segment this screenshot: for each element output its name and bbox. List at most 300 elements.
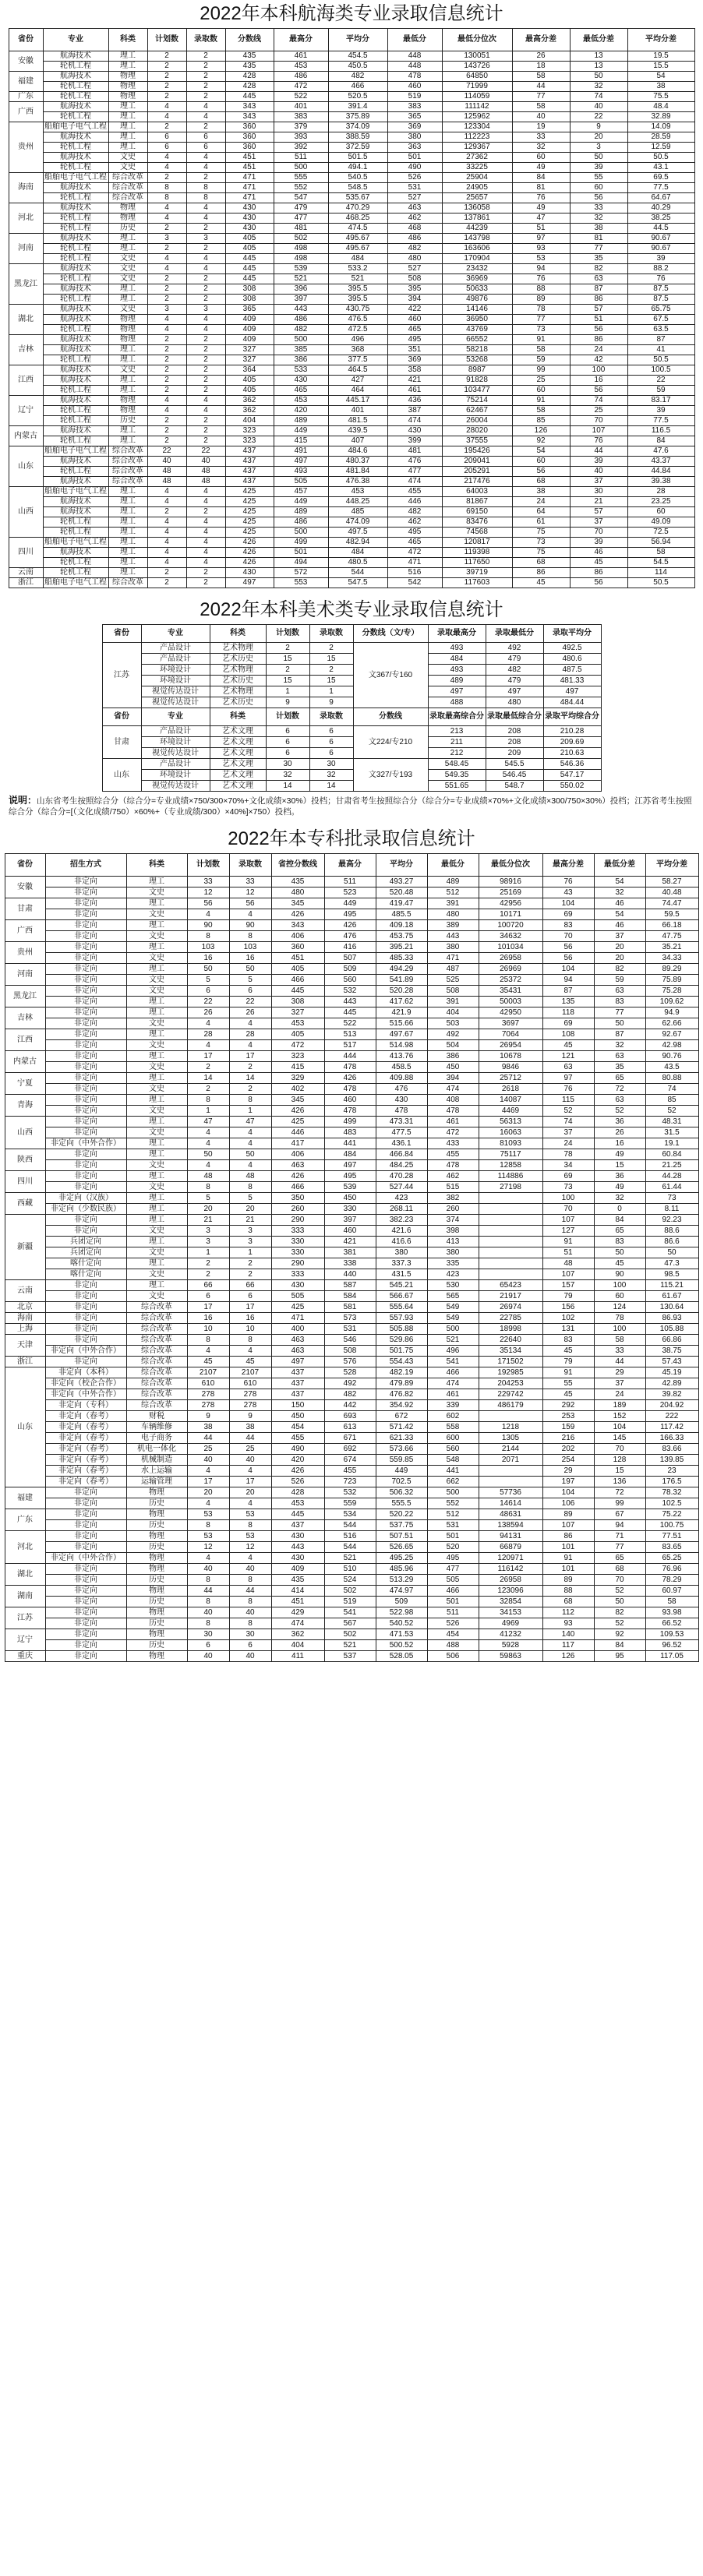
table-cell: 104 <box>594 1422 645 1433</box>
table-cell: 14.09 <box>627 122 694 132</box>
table-cell: 83.66 <box>645 1444 698 1455</box>
table-cell: 非定向（中外合作） <box>45 1346 126 1357</box>
table-cell: 2 <box>186 72 225 82</box>
table-cell: 369 <box>387 355 442 365</box>
table-cell: 轮机工程 <box>43 355 108 365</box>
table-cell: 546.45 <box>486 770 543 781</box>
header-cell: 最低分位次 <box>479 854 542 877</box>
table-cell: 12 <box>187 1542 229 1553</box>
table-cell: 443 <box>324 997 376 1007</box>
table-cell: 87 <box>594 1029 645 1040</box>
table-cell: 艺术物理 <box>210 643 266 654</box>
table-cell: 425 <box>225 507 274 517</box>
table-cell: 83 <box>594 997 645 1007</box>
table-row <box>5 1160 698 1171</box>
table-cell: 102 <box>542 1313 594 1324</box>
table-cell: 490 <box>271 1444 324 1455</box>
table-cell: 433 <box>427 1138 479 1149</box>
table-cell: 437 <box>271 1367 324 1378</box>
table-cell: 547 <box>274 193 328 203</box>
table-cell: 62.66 <box>645 1018 698 1029</box>
table-cell: 45.19 <box>645 1367 698 1378</box>
table-cell: 398 <box>427 1226 479 1237</box>
table-cell <box>479 1237 542 1247</box>
table-cell: 525 <box>427 975 479 986</box>
table-cell: 37 <box>594 1378 645 1389</box>
table-cell: 56 <box>229 898 271 909</box>
table-cell: 442 <box>324 1400 376 1411</box>
header-cell: 最低分差 <box>594 854 645 877</box>
table-cell: 非定向 <box>45 1597 126 1607</box>
table-cell: 8 <box>187 1095 229 1106</box>
table-cell: 非定向（中外合作） <box>45 1553 126 1564</box>
table-row <box>5 942 698 953</box>
table-cell: 406 <box>271 1149 324 1160</box>
table-cell: 417 <box>271 1138 324 1149</box>
header-cell: 分数线 <box>353 708 428 726</box>
table-cell: 非定向 <box>45 1062 126 1073</box>
table-cell: 383 <box>274 112 328 122</box>
table-cell: 非定向 <box>45 1531 126 1542</box>
table-cell: 362 <box>271 1629 324 1640</box>
table-cell: 52 <box>542 1106 594 1117</box>
table-cell: 产品设计 <box>141 726 210 737</box>
table-cell: 70 <box>570 528 627 538</box>
general-section <box>0 825 703 1662</box>
table-cell: 468 <box>387 224 442 234</box>
table-cell: 非定向 <box>45 997 126 1007</box>
table-cell: 6 <box>309 737 353 748</box>
table-cell: 86 <box>512 568 570 578</box>
table-row <box>5 1357 698 1367</box>
table-cell: 485.33 <box>376 953 427 964</box>
table-cell: 107 <box>542 1520 594 1531</box>
table-cell: 484 <box>324 1149 376 1160</box>
table-row <box>9 325 694 335</box>
table-cell: 474 <box>387 477 442 487</box>
table-cell: 209 <box>486 748 543 759</box>
table-cell: 374.09 <box>328 122 387 132</box>
table-cell: 30 <box>229 1629 271 1640</box>
table-cell: 439.5 <box>328 426 387 436</box>
table-cell: 404 <box>225 416 274 426</box>
table-cell <box>479 1258 542 1269</box>
table-cell: 历史 <box>126 1498 187 1509</box>
table-cell: 453 <box>271 1498 324 1509</box>
table-cell: 451 <box>225 153 274 163</box>
table-cell: 88 <box>512 284 570 295</box>
table-cell: 395.5 <box>328 295 387 305</box>
table-cell: 2 <box>147 568 186 578</box>
table-cell: 445 <box>225 264 274 274</box>
table-cell: 物理 <box>126 1564 187 1575</box>
table-cell: 2 <box>186 224 225 234</box>
table-cell: 437 <box>271 1389 324 1400</box>
table-cell: 70 <box>594 1444 645 1455</box>
table-cell: 理工 <box>126 1171 187 1182</box>
table-cell: 4 <box>147 538 186 548</box>
table-cell: 515.66 <box>376 1018 427 1029</box>
table-cell: 4 <box>147 153 186 163</box>
table-cell: 63.5 <box>627 325 694 335</box>
table-cell: 222 <box>645 1411 698 1422</box>
table-cell: 66 <box>187 1280 229 1291</box>
table-cell: 49 <box>512 163 570 173</box>
table-cell: 轮机工程 <box>43 568 108 578</box>
table-cell: 8 <box>229 1597 271 1607</box>
table-cell: 4 <box>187 1127 229 1138</box>
table-cell: 25 <box>187 1444 229 1455</box>
table-cell: 478 <box>324 1084 376 1095</box>
art-note <box>9 795 694 817</box>
table-cell: 4 <box>147 517 186 528</box>
table-cell: 理工 <box>108 426 147 436</box>
table-cell: 515 <box>427 1182 479 1193</box>
table-cell: 397 <box>274 295 328 305</box>
table-cell: 488 <box>428 697 486 708</box>
table-cell: 33 <box>229 877 271 887</box>
table-cell: 430 <box>225 224 274 234</box>
table-row <box>9 102 694 112</box>
table-cell: 127 <box>542 1226 594 1237</box>
table-cell: 453 <box>328 487 387 497</box>
table-cell: 33 <box>570 203 627 213</box>
table-cell: 106 <box>542 1498 594 1509</box>
table-cell: 文史 <box>126 1084 187 1095</box>
table-cell: 489 <box>274 416 328 426</box>
table-row <box>5 1007 698 1018</box>
table-cell: 662 <box>427 1477 479 1487</box>
table-cell: 2 <box>147 426 186 436</box>
table-cell: 576 <box>324 1357 376 1367</box>
table-cell: 500 <box>274 528 328 538</box>
table-cell: 非定向 <box>45 1487 126 1498</box>
table-cell: 76 <box>570 436 627 446</box>
table-cell: 4 <box>186 325 225 335</box>
table-cell: 443 <box>271 1542 324 1553</box>
table-cell: 74.47 <box>645 898 698 909</box>
table-cell: 107 <box>542 1215 594 1226</box>
table-cell: 551.65 <box>428 781 486 792</box>
table-row <box>9 153 694 163</box>
table-cell: 389 <box>427 920 479 931</box>
table-cell: 512 <box>427 887 479 898</box>
header-cell: 专业 <box>141 625 210 643</box>
table-cell: 114 <box>627 568 694 578</box>
table-row <box>9 376 694 386</box>
table-row <box>9 122 694 132</box>
table-cell: 23 <box>645 1466 698 1477</box>
table-cell: 4 <box>147 315 186 325</box>
table-cell: 511 <box>324 877 376 887</box>
table-cell: 26 <box>512 51 570 62</box>
table-cell: 8 <box>147 183 186 193</box>
table-cell: 57736 <box>479 1487 542 1498</box>
table-cell: 航海技术 <box>43 396 108 406</box>
table-cell: 25904 <box>442 173 512 183</box>
table-cell: 523 <box>324 887 376 898</box>
table-cell: 409.88 <box>376 1073 427 1084</box>
table-cell: 461 <box>274 51 328 62</box>
table-cell: 2 <box>186 284 225 295</box>
table-cell: 97 <box>542 1073 594 1084</box>
table-cell: 473.31 <box>376 1117 427 1127</box>
table-row <box>9 92 694 102</box>
table-cell: 450 <box>271 1411 324 1422</box>
table-cell: 9 <box>309 697 353 708</box>
table-cell: 12 <box>229 1542 271 1553</box>
table-cell: 32 <box>594 887 645 898</box>
province-cell: 贵州 <box>9 122 43 173</box>
table-cell: 451 <box>225 163 274 173</box>
table-cell: 69 <box>542 1018 594 1029</box>
table-cell: 208 <box>486 726 543 737</box>
table-cell: 63 <box>594 986 645 997</box>
table-cell: 轮机工程 <box>43 213 108 224</box>
table-cell: 非定向 <box>45 1051 126 1062</box>
table-cell: 52 <box>594 1586 645 1597</box>
table-cell: 426 <box>271 909 324 920</box>
table-cell: 92 <box>512 436 570 446</box>
province-cell: 湖北 <box>9 305 43 335</box>
table-cell: 4969 <box>479 1618 542 1629</box>
table-cell: 430 <box>271 1531 324 1542</box>
table-cell: 54 <box>512 446 570 457</box>
table-cell: 65.25 <box>645 1553 698 1564</box>
table-cell: 4 <box>187 1553 229 1564</box>
header-cell: 省控分数线 <box>271 854 324 877</box>
table-cell: 76 <box>512 274 570 284</box>
table-cell: 财税 <box>126 1411 187 1422</box>
table-cell: 35.21 <box>645 942 698 953</box>
table-cell: 414 <box>271 1586 324 1597</box>
table-cell: 54.5 <box>627 558 694 568</box>
table-cell: 494 <box>274 558 328 568</box>
table-row <box>5 1149 698 1160</box>
table-cell: 55 <box>570 173 627 183</box>
table-cell: 21 <box>570 497 627 507</box>
table-row <box>9 406 694 416</box>
table-cell: 387 <box>387 406 442 416</box>
table-cell: 526 <box>427 1618 479 1629</box>
table-cell: 33 <box>512 132 570 143</box>
table-cell: 537 <box>324 1651 376 1662</box>
table-cell: 117.42 <box>645 1422 698 1433</box>
table-cell: 453 <box>271 1018 324 1029</box>
table-cell: 85 <box>512 416 570 426</box>
table-cell: 48.31 <box>645 1117 698 1127</box>
table-cell: 16 <box>594 1138 645 1149</box>
table-cell: 非定向（本科） <box>45 1367 126 1378</box>
table-cell: 44 <box>594 1357 645 1367</box>
table-cell: 505 <box>271 1291 324 1302</box>
table-cell: 522 <box>324 1018 376 1029</box>
table-cell: 77 <box>570 244 627 254</box>
table-cell: 理工 <box>108 284 147 295</box>
table-cell: 3 <box>229 1226 271 1237</box>
province-cell: 辽宁 <box>5 1629 45 1651</box>
table-cell: 环境设计 <box>141 676 210 686</box>
table-cell: 5 <box>187 1193 229 1204</box>
table-cell: 物理 <box>126 1651 187 1662</box>
table-cell: 2 <box>147 244 186 254</box>
table-cell: 6 <box>187 986 229 997</box>
table-cell: 理工 <box>108 538 147 548</box>
province-cell: 浙江 <box>9 578 43 588</box>
table-cell: 330 <box>271 1237 324 1247</box>
table-cell: 非定向（春考） <box>45 1422 126 1433</box>
table-cell: 轮机工程 <box>43 62 108 72</box>
table-row <box>5 1400 698 1411</box>
table-cell: 522 <box>274 92 328 102</box>
table-cell: 360 <box>225 122 274 132</box>
table-cell: 文史 <box>126 1106 187 1117</box>
table-cell: 567 <box>324 1618 376 1629</box>
table-cell: 290 <box>271 1258 324 1269</box>
table-cell: 497.5 <box>328 528 387 538</box>
table-cell: 82 <box>594 1607 645 1618</box>
table-cell: 73 <box>512 325 570 335</box>
table-cell: 非定向 <box>45 1618 126 1629</box>
table-cell: 63 <box>594 1095 645 1106</box>
province-cell: 上海 <box>5 1324 45 1335</box>
table-cell: 415 <box>274 436 328 446</box>
table-cell: 40 <box>187 1607 229 1618</box>
table-cell: 58218 <box>442 345 512 355</box>
table-cell: 航海技术 <box>43 51 108 62</box>
table-cell: 36 <box>594 1171 645 1182</box>
table-cell: 541 <box>324 1607 376 1618</box>
table-cell: 23.25 <box>627 497 694 507</box>
table-cell: 143726 <box>442 62 512 72</box>
table-cell: 413 <box>427 1237 479 1247</box>
table-cell: 非定向 <box>45 1498 126 1509</box>
table-cell: 462 <box>427 1171 479 1182</box>
table-row <box>9 558 694 568</box>
header-cell: 最高分 <box>324 854 376 877</box>
table-cell: 8 <box>186 183 225 193</box>
table-cell: 533 <box>274 365 328 376</box>
table-cell: 60.97 <box>645 1586 698 1597</box>
table-cell: 4 <box>229 1346 271 1357</box>
table-cell: 6 <box>186 132 225 143</box>
table-cell: 435 <box>271 877 324 887</box>
table-cell: 非定向 <box>45 1215 126 1226</box>
table-cell: 非定向（校企合作） <box>45 1378 126 1389</box>
table-cell: 170904 <box>442 254 512 264</box>
table-cell: 2 <box>186 173 225 183</box>
table-cell: 84 <box>627 436 694 446</box>
art-note-label: 说明： <box>9 795 37 806</box>
table-cell: 64003 <box>442 487 512 497</box>
table-cell: 135 <box>542 997 594 1007</box>
table-cell: 19.1 <box>645 1138 698 1149</box>
table-row <box>5 1095 698 1106</box>
table-cell: 喀什定向 <box>45 1269 126 1280</box>
table-cell: 20 <box>594 942 645 953</box>
table-cell: 136058 <box>442 203 512 213</box>
table-cell: 508 <box>324 1346 376 1357</box>
table-cell: 16 <box>187 1313 229 1324</box>
table-cell: 484.44 <box>543 697 601 708</box>
table-cell: 非定向 <box>45 920 126 931</box>
table-cell: 44239 <box>442 224 512 234</box>
table-cell: 非定向 <box>45 1586 126 1597</box>
table-cell: 417.62 <box>376 997 427 1007</box>
table-cell: 2 <box>187 1258 229 1269</box>
table-row <box>102 697 601 708</box>
table-cell: 455 <box>271 1433 324 1444</box>
header-cell: 录取数 <box>309 625 353 643</box>
table-cell: 视觉传达设计 <box>141 697 210 708</box>
table-cell: 4 <box>186 548 225 558</box>
table-cell: 非定向 <box>45 1607 126 1618</box>
table-cell <box>479 1466 542 1477</box>
table-cell: 60 <box>512 386 570 396</box>
table-cell: 92.23 <box>645 1215 698 1226</box>
table-cell: 理工 <box>126 1215 187 1226</box>
table-cell: 431.5 <box>376 1269 427 1280</box>
table-cell: 72.5 <box>627 528 694 538</box>
table-cell: 216 <box>542 1433 594 1444</box>
table-cell: 396 <box>274 284 328 295</box>
table-cell: 420 <box>274 406 328 416</box>
table-cell: 343 <box>271 920 324 931</box>
table-cell: 308 <box>225 284 274 295</box>
table-cell: 3 <box>147 234 186 244</box>
table-cell: 540.5 <box>328 173 387 183</box>
table-cell: 91 <box>512 335 570 345</box>
table-cell: 非定向 <box>45 1357 126 1367</box>
table-row <box>5 953 698 964</box>
table-row <box>5 1629 698 1640</box>
table-cell: 437 <box>271 1520 324 1531</box>
table-cell: 49 <box>594 1149 645 1160</box>
table-cell: 2 <box>186 295 225 305</box>
table-cell: 497 <box>225 578 274 588</box>
table-cell: 308 <box>271 997 324 1007</box>
table-cell: 426 <box>225 548 274 558</box>
table-cell: 56 <box>570 386 627 396</box>
table-cell: 2 <box>147 92 186 102</box>
table-cell: 19.5 <box>627 51 694 62</box>
table-cell: 91 <box>542 1367 594 1378</box>
table-cell: 89 <box>542 1509 594 1520</box>
table-cell: 368 <box>328 345 387 355</box>
table-cell: 482 <box>486 665 543 676</box>
table-cell: 非定向（专科） <box>45 1400 126 1411</box>
table-cell: 32 <box>266 770 309 781</box>
table-cell: 理工 <box>108 102 147 112</box>
table-cell: 航海技术 <box>43 315 108 325</box>
table-cell: 520.5 <box>328 92 387 102</box>
table-cell: 50.5 <box>627 578 694 588</box>
table-cell: 非定向 <box>45 975 126 986</box>
table-cell: 文史 <box>108 365 147 376</box>
table-cell: 521 <box>427 1335 479 1346</box>
table-cell: 548.7 <box>486 781 543 792</box>
table-cell: 401 <box>274 102 328 112</box>
table-cell: 472.5 <box>328 325 387 335</box>
table-cell: 5 <box>229 975 271 986</box>
table-cell: 423 <box>376 1193 427 1204</box>
table-cell: 物理 <box>126 1531 187 1542</box>
table-cell: 527.44 <box>376 1182 427 1193</box>
table-cell: 209041 <box>442 457 512 467</box>
table-cell: 100.75 <box>645 1520 698 1531</box>
table-cell: 81 <box>512 183 570 193</box>
table-cell: 1305 <box>479 1433 542 1444</box>
